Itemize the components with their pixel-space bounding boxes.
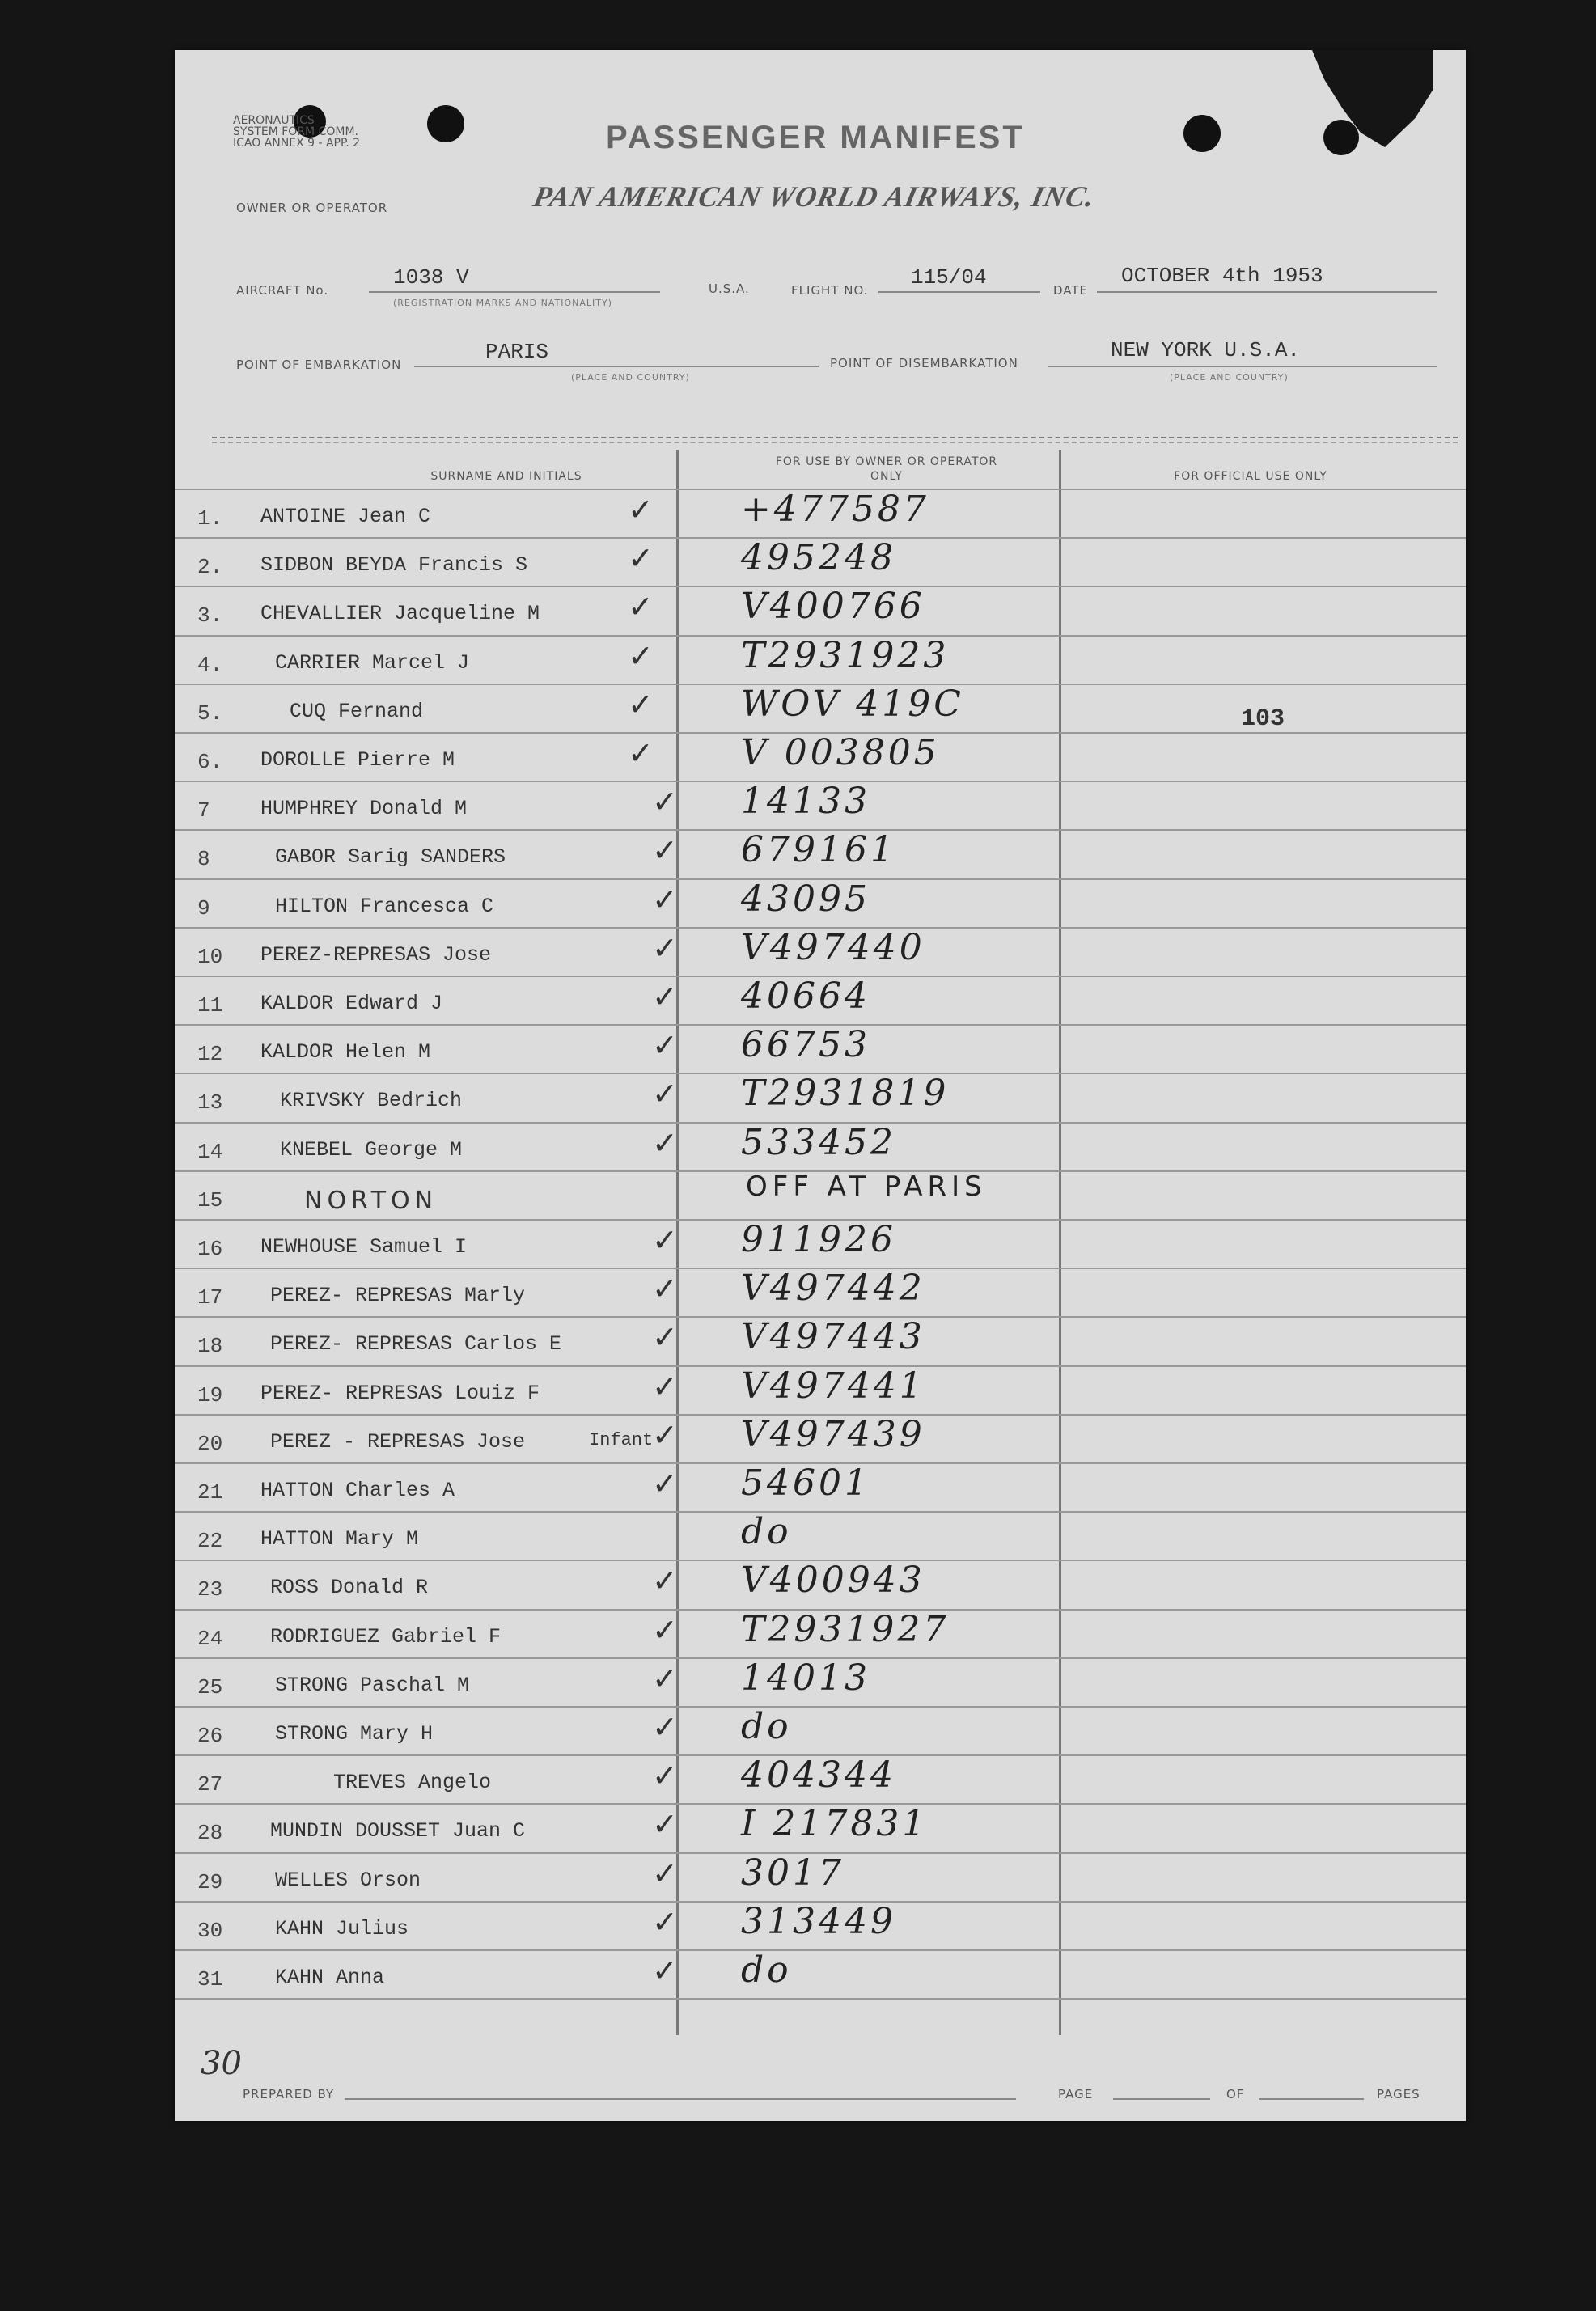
row-number: 17 [197, 1285, 223, 1310]
check-mark: ✓ [652, 1758, 678, 1794]
date-value: OCTOBER 4th 1953 [1121, 264, 1323, 288]
check-mark: ✓ [628, 686, 654, 722]
row-number: 24 [197, 1626, 223, 1651]
check-mark: ✓ [652, 1319, 678, 1356]
passport-number: V 003805 [741, 732, 940, 773]
disembark-label: POINT OF DISEMBARKATION [830, 356, 1018, 370]
col-official-header: FOR OFFICIAL USE ONLY [1174, 470, 1327, 483]
check-mark: ✓ [652, 1271, 678, 1307]
row-number: 5. [197, 700, 223, 726]
aircraft-underline [369, 291, 660, 293]
passenger-name: HATTON Charles A [260, 1479, 455, 1502]
passenger-name: PEREZ- REPRESAS Carlos E [270, 1332, 562, 1357]
form-ref-line: ICAO ANNEX 9 - APP. 2 [233, 137, 361, 150]
check-mark: ✓ [652, 881, 678, 917]
row-number: 9 [197, 895, 210, 921]
owner-label: OWNER OR OPERATOR [236, 201, 388, 215]
passport-number: 14013 [741, 1657, 870, 1699]
flight-label: FLIGHT NO. [791, 283, 869, 298]
passport-number: V497439 [741, 1413, 925, 1455]
passenger-name: PEREZ-REPRESAS Jose [260, 942, 492, 967]
check-mark: ✓ [628, 735, 654, 771]
row-rule [175, 1998, 1466, 2000]
check-mark: ✓ [652, 1953, 678, 1988]
column-divider [1059, 450, 1061, 2035]
date-underline [1097, 291, 1437, 293]
passenger-name: KALDOR Edward J [260, 992, 443, 1015]
passport-number: 14133 [741, 781, 870, 823]
col-owner-header: FOR USE BY OWNER OR OPERATOR ONLY [775, 455, 998, 483]
check-mark: ✓ [652, 1027, 678, 1064]
passport-number: 404344 [741, 1754, 896, 1797]
passenger-name: KAHN Anna [275, 1966, 385, 1989]
check-mark: ✓ [652, 1563, 678, 1599]
check-mark: ✓ [652, 1611, 678, 1648]
disembark-underline [1048, 366, 1437, 367]
footer-page-line [1113, 2098, 1210, 2100]
row-number: 12 [197, 1042, 223, 1067]
aircraft-value: 1038 V [393, 265, 469, 290]
passenger-name: SIDBON BEYDA Francis S [260, 553, 528, 578]
check-mark: ✓ [628, 589, 654, 625]
passenger-name: HATTON Mary M [260, 1527, 419, 1551]
row-number: 22 [197, 1529, 223, 1554]
passport-number: T2931923 [741, 634, 950, 676]
row-number: 21 [197, 1480, 223, 1505]
passenger-name: KALDOR Helen M [260, 1040, 431, 1064]
passenger-name: CARRIER Marcel J [275, 650, 470, 675]
embark-value: PARIS [485, 340, 549, 364]
passenger-name: MUNDIN DOUSSET Juan C [270, 1819, 526, 1843]
passport-number: OFF AT PARIS [746, 1170, 987, 1203]
footer-of-line [1259, 2098, 1364, 2100]
footer-page: PAGE [1058, 2087, 1094, 2101]
passport-number: WOV 419C [741, 683, 964, 725]
check-mark: ✓ [652, 1660, 678, 1696]
page-title: PASSENGER MANIFEST [606, 120, 1025, 155]
row-number: 15 [197, 1187, 223, 1213]
passport-number: +477587 [741, 489, 929, 530]
row-number: 29 [197, 1869, 223, 1894]
row-number: 25 [197, 1674, 223, 1699]
aircraft-label: AIRCRAFT No. [236, 283, 329, 298]
check-mark: ✓ [628, 637, 654, 674]
official-note: 103 [1241, 705, 1285, 733]
passport-number: 3017 [741, 1852, 845, 1894]
row-number: 3. [197, 603, 223, 629]
passport-number: V400943 [741, 1560, 925, 1602]
passenger-name: STRONG Mary H [275, 1722, 434, 1746]
passenger-name: CHEVALLIER Jacqueline M [260, 602, 540, 626]
row-rule [175, 1949, 1466, 1951]
passenger-name: PEREZ- REPRESAS Marly [270, 1284, 526, 1308]
check-mark: ✓ [628, 540, 654, 577]
embark-caption: (PLACE AND COUNTRY) [571, 372, 690, 383]
disembark-caption: (PLACE AND COUNTRY) [1170, 372, 1289, 383]
passport-number: 43095 [741, 878, 870, 920]
row-number: 30 [197, 1918, 223, 1943]
passenger-name: ROSS Donald R [270, 1576, 429, 1600]
passport-number: V497443 [741, 1316, 925, 1358]
row-number: 11 [197, 993, 223, 1018]
row-number: 8 [197, 847, 210, 872]
form-ref-line: SYSTEM FORM COMM. [233, 125, 358, 138]
passenger-name: KRIVSKY Bedrich [280, 1089, 463, 1113]
passport-number: 911926 [741, 1219, 896, 1260]
passport-number: 679161 [741, 829, 896, 871]
passport-number: 40664 [741, 976, 870, 1017]
flight-value: 115/04 [911, 265, 987, 290]
check-mark: ✓ [652, 1806, 678, 1843]
row-number: 10 [197, 944, 223, 969]
header-rule [212, 437, 1458, 443]
punch-hole [1183, 115, 1221, 152]
passenger-name: WELLES Orson [275, 1868, 421, 1892]
disembark-value: NEW YORK U.S.A. [1111, 338, 1301, 362]
row-number: 6. [197, 750, 223, 774]
passport-number: V497440 [741, 926, 925, 968]
passport-number: 313449 [741, 1900, 896, 1942]
check-mark: ✓ [652, 1709, 678, 1745]
passenger-name: GABOR Sarig SANDERS [275, 845, 506, 870]
row-rule [175, 1706, 1466, 1708]
passport-number: 533452 [741, 1121, 896, 1163]
passenger-name: PEREZ- REPRESAS Louiz F [260, 1381, 540, 1405]
embark-underline [414, 366, 819, 367]
flight-underline [878, 291, 1040, 293]
passport-number: V400766 [741, 586, 925, 628]
row-number: 2. [197, 555, 223, 580]
passport-number: do [741, 1511, 792, 1553]
passport-number: T2931819 [741, 1073, 950, 1115]
check-mark: ✓ [652, 979, 678, 1014]
row-number: 1. [197, 506, 223, 531]
date-label: DATE [1053, 283, 1089, 298]
passport-number: 54601 [741, 1462, 870, 1504]
row-number: 28 [197, 1821, 223, 1846]
passport-number: 66753 [741, 1024, 870, 1066]
row-number: 19 [197, 1382, 223, 1407]
check-mark: ✓ [652, 1416, 678, 1453]
passenger-name: CUQ Fernand [290, 699, 424, 723]
check-mark: ✓ [652, 1368, 678, 1404]
passenger-name: RODRIGUEZ Gabriel F [270, 1624, 502, 1649]
col-surname-header: SURNAME AND INITIALS [430, 470, 582, 483]
passenger-name: HILTON Francesca C [275, 894, 494, 918]
passport-number: do [741, 1706, 792, 1747]
row-number: 4. [197, 652, 223, 677]
footer-of: OF [1226, 2087, 1245, 2101]
passenger-name: ANTOINE Jean C [260, 505, 431, 528]
check-mark: ✓ [652, 1855, 678, 1891]
passenger-name: TREVES Angelo [333, 1771, 492, 1795]
row-number: 18 [197, 1334, 223, 1359]
passport-number: V497442 [741, 1268, 925, 1310]
passenger-name: DOROLLE Pierre M [260, 748, 455, 772]
row-number: 27 [197, 1772, 223, 1797]
usa-label: U.S.A. [709, 281, 750, 296]
row-number: 16 [197, 1237, 223, 1261]
passport-number: 495248 [741, 537, 896, 579]
footer-pages: PAGES [1377, 2087, 1420, 2101]
passenger-name: KNEBEL George M [280, 1137, 463, 1162]
check-mark: ✓ [652, 832, 678, 869]
passenger-name: HUMPHREY Donald M [260, 797, 468, 821]
row-number: 7 [197, 798, 210, 823]
check-mark: ✓ [652, 1903, 678, 1940]
footer-prepared-line [345, 2098, 1016, 2100]
row-number: 13 [197, 1090, 223, 1115]
handwritten-tally: 30 [201, 2045, 242, 2082]
punch-hole [1323, 120, 1359, 155]
check-mark: ✓ [652, 929, 678, 966]
passenger-note: Infant [589, 1429, 654, 1450]
row-number: 14 [197, 1139, 223, 1164]
row-number: 20 [197, 1431, 223, 1456]
check-mark: ✓ [652, 1076, 678, 1112]
passport-number: T2931927 [741, 1608, 950, 1650]
passenger-name: NORTON [304, 1186, 438, 1215]
passport-number: V497441 [741, 1365, 925, 1407]
company-name: PAN AMERICAN WORLD AIRWAYS, INC. [530, 180, 1099, 213]
check-mark: ✓ [628, 492, 654, 527]
punch-hole [427, 105, 464, 142]
aircraft-caption: (REGISTRATION MARKS AND NATIONALITY) [393, 298, 613, 308]
passport-number: I 217831 [741, 1803, 929, 1845]
check-mark: ✓ [652, 784, 678, 820]
check-mark: ✓ [652, 1466, 678, 1501]
passport-number: do [741, 1949, 792, 1991]
embark-label: POINT OF EMBARKATION [236, 358, 402, 372]
row-number: 31 [197, 1967, 223, 1991]
check-mark: ✓ [652, 1124, 678, 1161]
passenger-name: PEREZ - REPRESAS Jose [270, 1429, 526, 1454]
form-reference [233, 115, 360, 149]
row-number: 26 [197, 1724, 223, 1748]
footer-prepared: PREPARED BY [243, 2087, 335, 2101]
row-rule [175, 1511, 1466, 1513]
passenger-name: STRONG Paschal M [275, 1673, 470, 1697]
form-ref-line: AERONAUTICS [233, 114, 315, 127]
passenger-name: NEWHOUSE Samuel I [260, 1235, 468, 1259]
manifest-page [175, 50, 1466, 2121]
passenger-name: KAHN Julius [275, 1916, 409, 1941]
check-mark: ✓ [652, 1222, 678, 1258]
row-number: 23 [197, 1577, 223, 1602]
